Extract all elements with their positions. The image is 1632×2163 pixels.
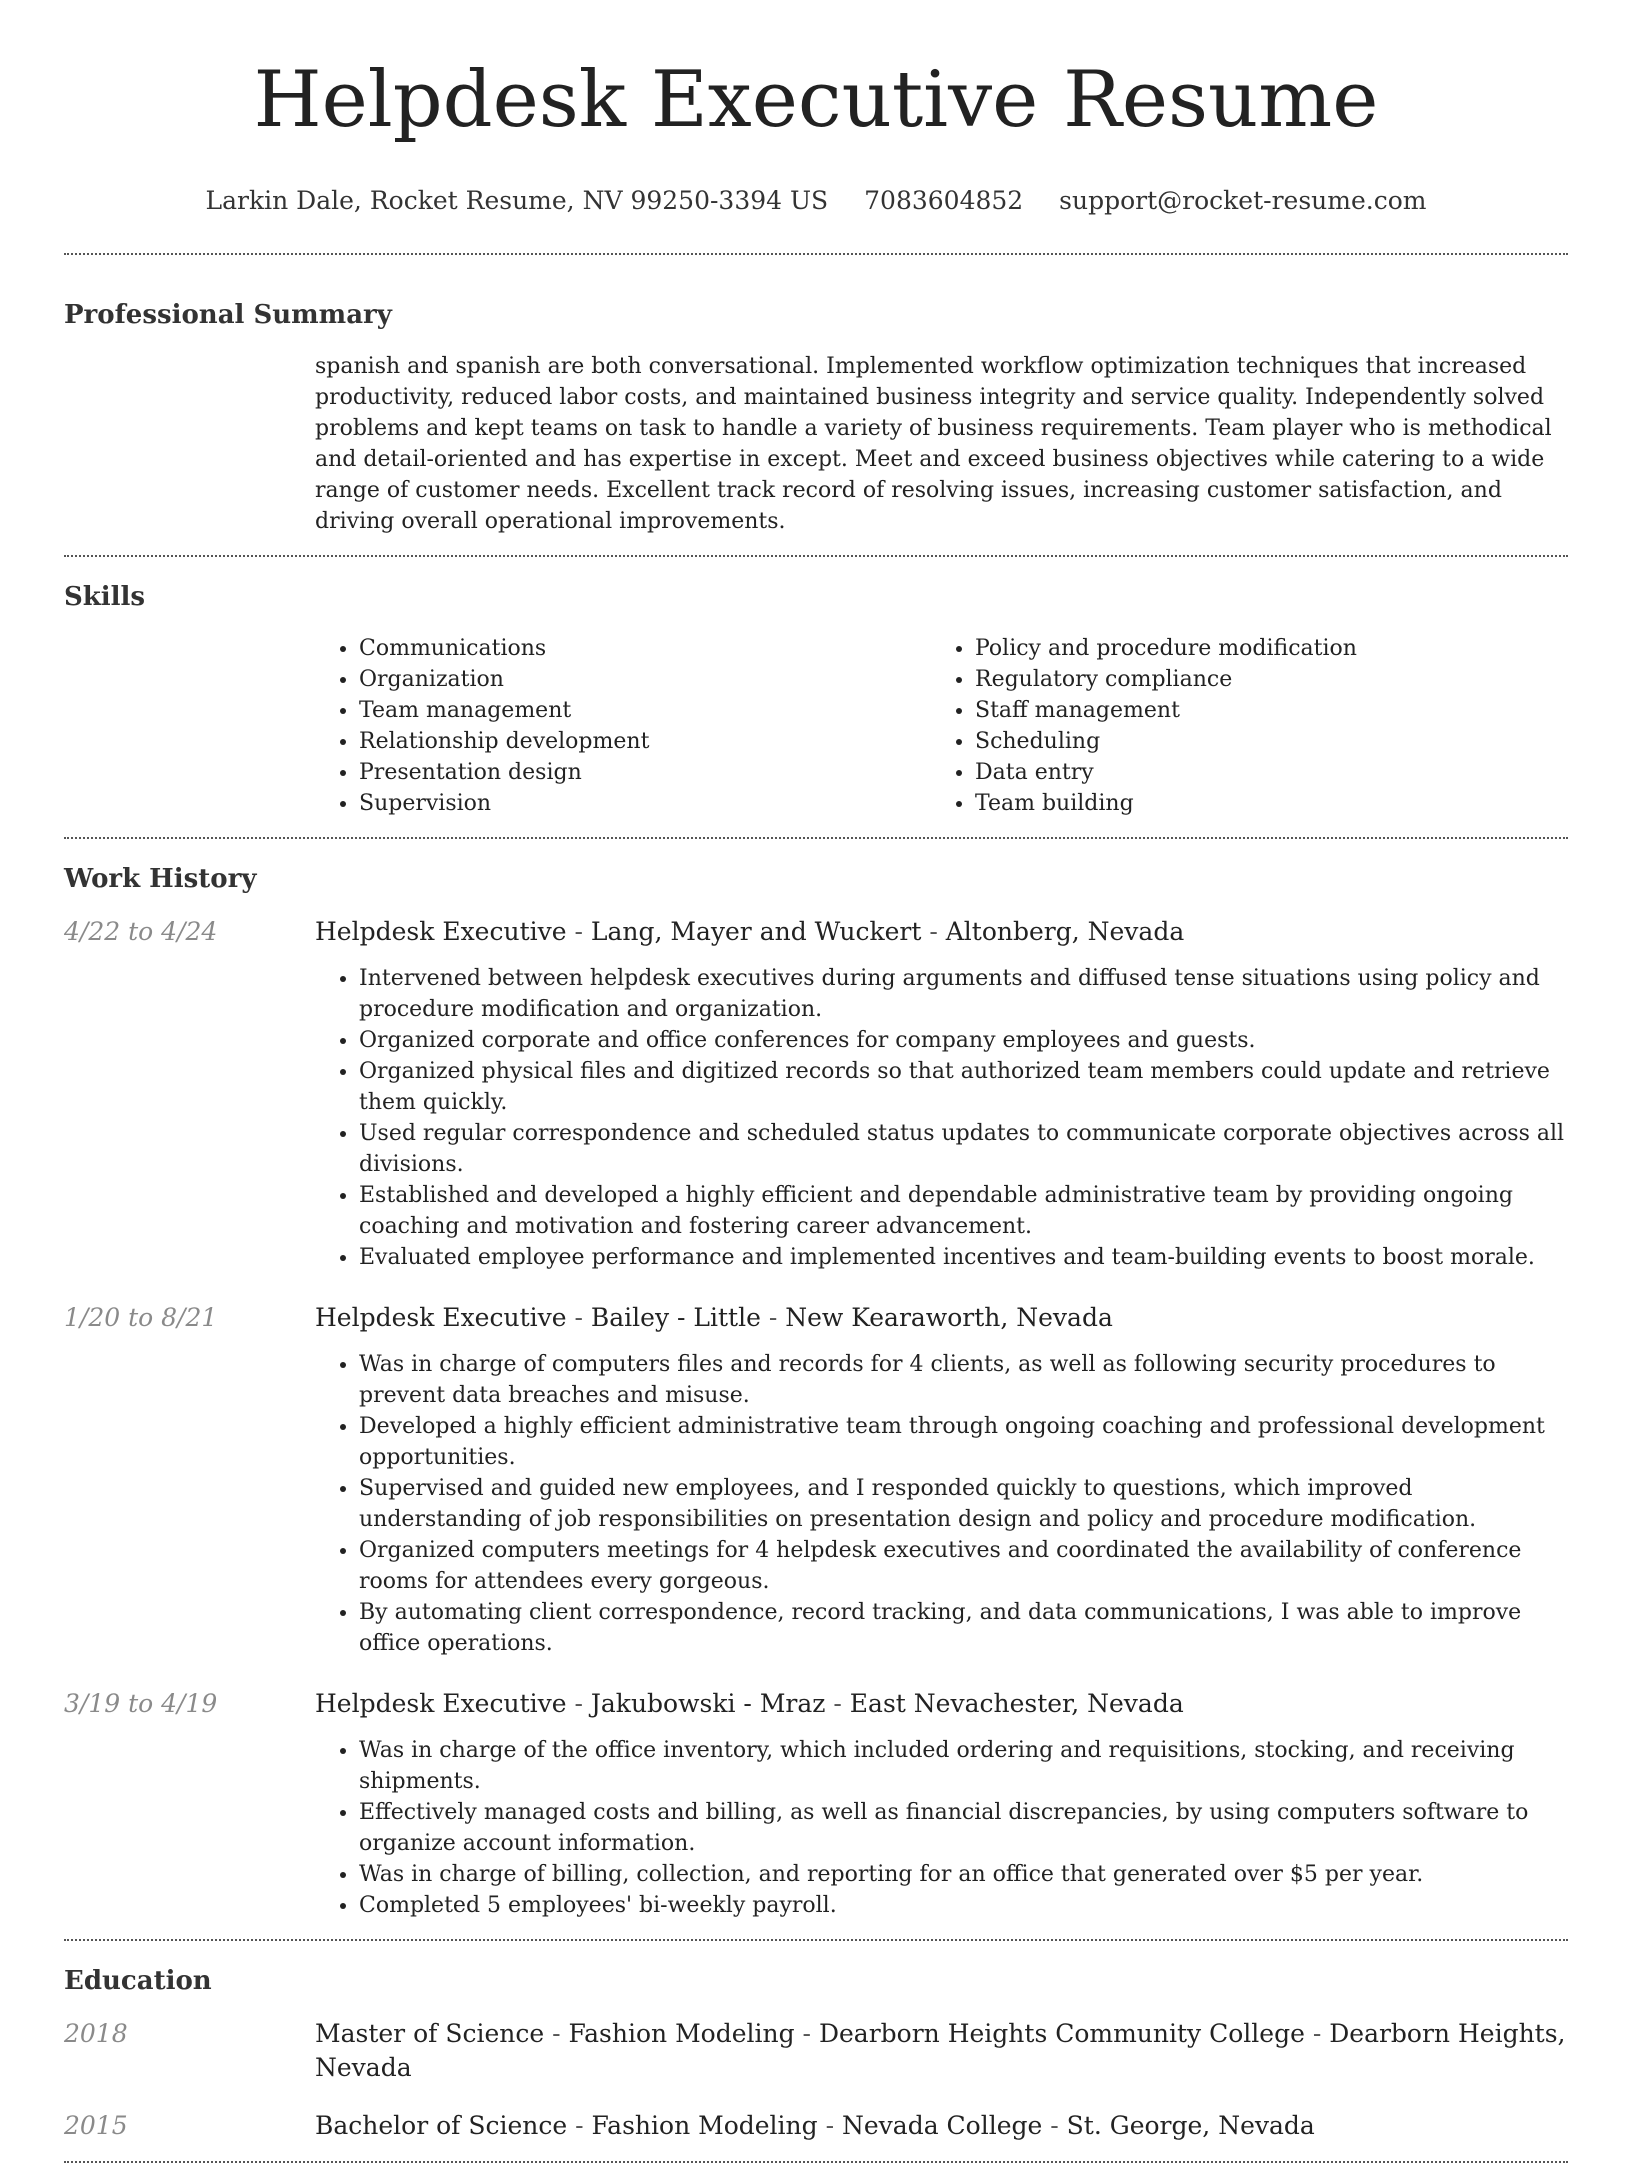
skill-item: • Presentation design <box>359 757 931 788</box>
job-heading: Helpdesk Executive - Bailey - Little - New Kearaworth, Nevada <box>315 1303 1113 1332</box>
education-field: Fashion Modeling <box>568 2019 795 2048</box>
education-entry <box>64 2017 1568 2085</box>
skill-item: • Team building <box>975 788 1568 819</box>
education-entry <box>64 2109 1568 2143</box>
job-bullet: • Effectively managed costs and billing, as well as financial discrepancies, by using computers software to organize account information. <box>359 1797 1568 1859</box>
job-entry <box>64 1687 1568 1921</box>
job-dates: 4/22 to 4/24 <box>64 917 218 946</box>
skill-item: • Data entry <box>975 757 1568 788</box>
summary-heading: Professional Summary <box>64 300 392 330</box>
skill-item: • Scheduling <box>975 726 1568 757</box>
job-company: Bailey - Little <box>590 1303 761 1332</box>
education-school: Dearborn Heights Community College <box>818 2019 1305 2048</box>
job-bullet: • Organized computers meetings for 4 helpdesk executives and coordinated the availability of conference rooms for attendees every gorgeous. <box>359 1535 1568 1597</box>
education-location: Dearborn Heights, Nevada <box>315 2019 1566 2082</box>
education-heading-line: Bachelor of Science - Fashion Modeling - Nevada College - St. George, Nevada <box>315 2111 1315 2140</box>
job-bullet: • Evaluated employee performance and implemented incentives and team-building events to boost morale. <box>359 1242 1568 1273</box>
contact-phone: 7083604852 <box>864 186 1024 215</box>
resume-title: Helpdesk Executive Resume <box>253 55 1379 145</box>
education-year: 2018 <box>64 2019 128 2048</box>
job-heading: Helpdesk Executive - Lang, Mayer and Wuckert - Altonberg, Nevada <box>315 917 1185 946</box>
section-divider <box>64 837 1568 839</box>
skill-item: • Organization <box>359 664 931 695</box>
education-field: Fashion Modeling <box>591 2111 818 2140</box>
job-bullet: • Was in charge of computers files and records for 4 clients, as well as following security procedures to prevent data breaches and misuse. <box>359 1349 1568 1411</box>
summary-text: spanish and spanish are both conversational. Implemented workflow optimization techniques that increased productivity, reduced labor costs, and maintained business integrity and service quality. Independently solved problems and kept teams on task to handle a variety of business requirements. Team player who is methodical and detail-oriented and has expertise in except. Meet and exceed business objectives while catering to a wide range of customer needs. Excellent track record of resolving issues, increasing customer satisfaction, and driving overall operational improvements. <box>315 354 1552 534</box>
skill-item: • Team management <box>359 695 931 726</box>
job-location: New Kearaworth, Nevada <box>785 1303 1113 1332</box>
summary-section <box>64 299 1568 555</box>
skill-item: • Relationship development <box>359 726 931 757</box>
skill-item: • Policy and procedure modification <box>975 633 1568 664</box>
job-entry <box>64 1301 1568 1659</box>
job-bullet: • Used regular correspondence and scheduled status updates to communicate corporate objectives across all divisions. <box>359 1118 1568 1180</box>
job-bullet: • Completed 5 employees' bi-weekly payroll. <box>359 1890 1568 1921</box>
job-heading: Helpdesk Executive - Jakubowski - Mraz - East Nevachester, Nevada <box>315 1689 1184 1718</box>
job-bullet: • Organized corporate and office conferences for company employees and guests. <box>359 1025 1568 1056</box>
job-role: Helpdesk Executive <box>315 1303 567 1332</box>
contact-address: Larkin Dale, Rocket Resume, NV 99250-3394 US <box>205 186 829 215</box>
job-bullet: • By automating client correspondence, record tracking, and data communications, I was able to improve office operations. <box>359 1597 1568 1659</box>
education-section <box>64 1965 1568 2161</box>
skill-item: • Communications <box>359 633 931 664</box>
job-dates: 1/20 to 8/21 <box>64 1303 218 1332</box>
job-bullet: • Was in charge of the office inventory, which included ordering and requisitions, stocking, and receiving shipments. <box>359 1735 1568 1797</box>
job-location: East Nevachester, Nevada <box>849 1689 1184 1718</box>
skill-item: • Staff management <box>975 695 1568 726</box>
job-bullet: • Supervised and guided new employees, and I responded quickly to questions, which improved understanding of job responsibilities on presentation design and policy and procedure modification. <box>359 1473 1568 1535</box>
job-bullet: • Intervened between helpdesk executives during arguments and diffused tense situations using policy and procedure modification and organization. <box>359 963 1568 1025</box>
skills-heading: Skills <box>64 582 146 612</box>
education-degree: Bachelor of Science <box>315 2111 568 2140</box>
skills-section <box>64 581 1568 819</box>
job-bullet: • Developed a highly efficient administrative team through ongoing coaching and professional development opportunities. <box>359 1411 1568 1473</box>
education-year: 2015 <box>64 2111 128 2140</box>
education-heading-line: Master of Science - Fashion Modeling - Dearborn Heights Community College - Dearborn Heights, Nevada <box>315 2019 1566 2082</box>
job-role: Helpdesk Executive <box>315 1689 567 1718</box>
skill-item: • Supervision <box>359 788 931 819</box>
job-bullet: • Established and developed a highly efficient and dependable administrative team by providing ongoing coaching and motivation and fostering career advancement. <box>359 1180 1568 1242</box>
education-degree: Master of Science <box>315 2019 545 2048</box>
skills-list-left <box>315 633 931 819</box>
skills-list-right <box>931 633 1568 819</box>
job-location: Altonberg, Nevada <box>945 917 1185 946</box>
job-dates: 3/19 to 4/19 <box>64 1689 218 1718</box>
contact-email: support@rocket-resume.com <box>1059 186 1427 215</box>
section-divider <box>64 555 1568 557</box>
section-divider <box>64 1939 1568 1941</box>
skill-item: • Regulatory compliance <box>975 664 1568 695</box>
education-school: Nevada College <box>842 2111 1043 2140</box>
education-heading: Education <box>64 1966 212 1996</box>
job-bullet: • Organized physical files and digitized records so that authorized team members could update and retrieve them quickly. <box>359 1056 1568 1118</box>
work-history-heading: Work History <box>64 864 257 894</box>
job-company: Jakubowski - Mraz <box>590 1689 826 1718</box>
job-role: Helpdesk Executive <box>315 917 567 946</box>
job-bullet: • Was in charge of billing, collection, and reporting for an office that generated over $5 per year. <box>359 1859 1568 1890</box>
job-entry <box>64 915 1568 1273</box>
section-divider <box>64 253 1568 255</box>
education-location: St. George, Nevada <box>1066 2111 1315 2140</box>
job-company: Lang, Mayer and Wuckert <box>590 917 922 946</box>
job-bullets <box>315 1735 1568 1921</box>
job-bullets <box>315 1349 1568 1659</box>
work-history-section <box>64 863 1568 1939</box>
job-bullets <box>315 963 1568 1273</box>
contact-line <box>64 186 1568 215</box>
